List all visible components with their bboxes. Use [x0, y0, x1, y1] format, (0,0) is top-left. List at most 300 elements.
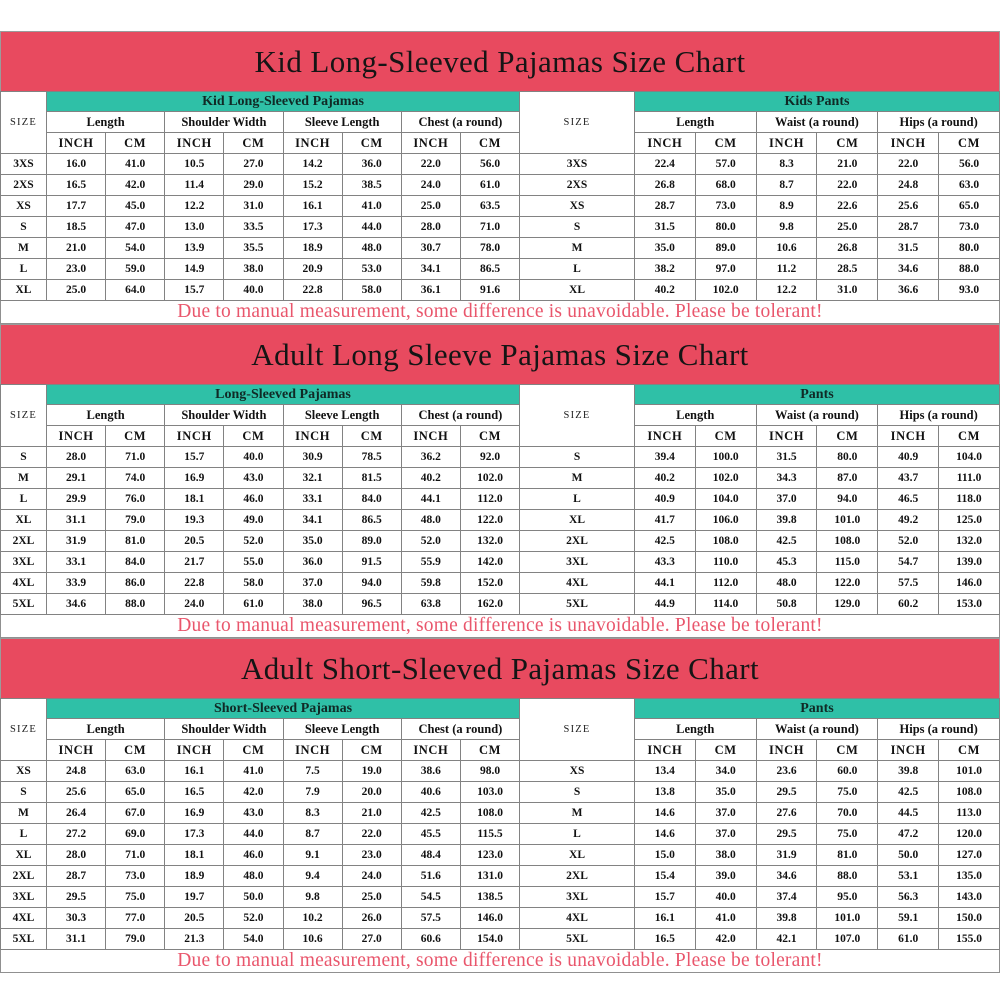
- pajamas-measurement-value: 38.0: [224, 259, 283, 280]
- pajamas-size-value: L: [1, 824, 47, 845]
- pajamas-measurement-value: 48.0: [342, 238, 401, 259]
- pants-measurement-value: 52.0: [878, 531, 939, 552]
- pants-table-banner: Pants: [634, 699, 999, 719]
- pants-measurement-value: 29.5: [756, 782, 817, 803]
- pants-measurement-value: 59.1: [878, 908, 939, 929]
- pajamas-measurement-value: 15.7: [165, 447, 224, 468]
- pants-measurement-value: 50.0: [878, 845, 939, 866]
- pants-measurement-value: 43.3: [634, 552, 695, 573]
- pajamas-size-value: S: [1, 782, 47, 803]
- unit-label-inch: INCH: [46, 133, 105, 154]
- pants-size-value: XS: [520, 761, 635, 782]
- pants-measurement-value: 88.0: [939, 259, 1000, 280]
- pants-measurement-value: 61.0: [878, 929, 939, 950]
- pajamas-size-value: M: [1, 468, 47, 489]
- pajamas-measurement-value: 65.0: [106, 782, 165, 803]
- pajamas-measurement-value: 50.0: [224, 887, 283, 908]
- pajamas-measurement-value: 19.0: [342, 761, 401, 782]
- table-row: [1, 238, 1000, 259]
- unit-label-cm: CM: [939, 740, 1000, 761]
- unit-label-inch: INCH: [46, 426, 105, 447]
- pants-measurement-value: 102.0: [695, 280, 756, 301]
- pants-measurement-value: 114.0: [695, 594, 756, 615]
- pajamas-measurement-value: 61.0: [224, 594, 283, 615]
- unit-label-cm: CM: [342, 133, 401, 154]
- table-row: [1, 259, 1000, 280]
- pajamas-table-banner: Short-Sleeved Pajamas: [46, 699, 519, 719]
- disclaimer-note: Due to manual measurement, some difference is unavoidable. Please be tolerant!: [0, 950, 1000, 973]
- pajamas-measurement-value: 36.0: [342, 154, 401, 175]
- pajamas-measurement-value: 17.3: [283, 217, 342, 238]
- pants-measurement-value: 115.0: [817, 552, 878, 573]
- pajamas-measurement-value: 31.9: [46, 531, 105, 552]
- pants-measurement-value: 100.0: [695, 447, 756, 468]
- pants-measurement-value: 56.3: [878, 887, 939, 908]
- pants-measurement-value: 42.5: [756, 531, 817, 552]
- table-row: [1, 761, 1000, 782]
- pants-measurement-value: 44.9: [634, 594, 695, 615]
- table-row: [1, 510, 1000, 531]
- pajamas-table-banner: Long-Sleeved Pajamas: [46, 385, 519, 405]
- pajamas-measurement-value: 45.0: [106, 196, 165, 217]
- pajamas-measurement-value: 92.0: [460, 447, 519, 468]
- pants-measurement-value: 22.4: [634, 154, 695, 175]
- pajamas-measurement-value: 40.2: [401, 468, 460, 489]
- unit-label-inch: INCH: [878, 133, 939, 154]
- pajamas-measurement-value: 52.0: [224, 908, 283, 929]
- pajamas-measurement-value: 64.0: [106, 280, 165, 301]
- pajamas-measurement-value: 15.7: [165, 280, 224, 301]
- pants-measurement-value: 89.0: [695, 238, 756, 259]
- pants-measurement-value: 48.0: [756, 573, 817, 594]
- pants-size-value: S: [520, 447, 635, 468]
- pajamas-measurement-value: 20.9: [283, 259, 342, 280]
- pajamas-measurement-value: 33.9: [46, 573, 105, 594]
- pants-size-value: XL: [520, 845, 635, 866]
- pajamas-measurement-value: 27.0: [342, 929, 401, 950]
- pants-size-value: 2XL: [520, 866, 635, 887]
- measurement-group-label: Waist (a round): [756, 405, 878, 426]
- pants-size-header: SIZE: [520, 92, 635, 154]
- pants-measurement-value: 50.8: [756, 594, 817, 615]
- section-title: Kid Long-Sleeved Pajamas Size Chart: [254, 43, 746, 79]
- pants-measurement-value: 31.5: [878, 238, 939, 259]
- pants-size-value: M: [520, 238, 635, 259]
- pajamas-measurement-value: 30.9: [283, 447, 342, 468]
- pajamas-measurement-value: 146.0: [460, 908, 519, 929]
- table-row: [1, 447, 1000, 468]
- pants-measurement-value: 108.0: [817, 531, 878, 552]
- pants-measurement-value: 38.0: [695, 845, 756, 866]
- pajamas-measurement-value: 91.6: [460, 280, 519, 301]
- pajamas-measurement-value: 67.0: [106, 803, 165, 824]
- unit-label-inch: INCH: [756, 740, 817, 761]
- pants-measurement-value: 112.0: [695, 573, 756, 594]
- pajamas-measurement-value: 30.3: [46, 908, 105, 929]
- pajamas-measurement-value: 55.0: [224, 552, 283, 573]
- unit-row: [1, 426, 1000, 447]
- pajamas-size-value: L: [1, 489, 47, 510]
- unit-label-inch: INCH: [283, 426, 342, 447]
- pajamas-measurement-value: 24.0: [342, 866, 401, 887]
- pajamas-measurement-value: 84.0: [342, 489, 401, 510]
- pajamas-measurement-value: 31.1: [46, 929, 105, 950]
- pajamas-measurement-value: 71.0: [106, 845, 165, 866]
- pajamas-measurement-value: 54.0: [224, 929, 283, 950]
- pajamas-measurement-value: 78.5: [342, 447, 401, 468]
- pajamas-measurement-value: 12.2: [165, 196, 224, 217]
- pants-measurement-value: 42.5: [634, 531, 695, 552]
- sections-container: [0, 31, 1000, 973]
- pants-measurement-value: 24.8: [878, 175, 939, 196]
- pants-measurement-value: 108.0: [695, 531, 756, 552]
- pajamas-measurement-value: 28.0: [46, 845, 105, 866]
- banner-row: [1, 699, 1000, 719]
- unit-label-cm: CM: [224, 133, 283, 154]
- pajamas-measurement-value: 43.0: [224, 468, 283, 489]
- pants-measurement-value: 110.0: [695, 552, 756, 573]
- pajamas-measurement-value: 21.0: [46, 238, 105, 259]
- pajamas-measurement-value: 54.5: [401, 887, 460, 908]
- pants-size-value: 3XL: [520, 552, 635, 573]
- unit-label-cm: CM: [224, 740, 283, 761]
- pants-measurement-value: 97.0: [695, 259, 756, 280]
- table-body: [1, 447, 1000, 615]
- pants-measurement-value: 87.0: [817, 468, 878, 489]
- unit-label-inch: INCH: [283, 133, 342, 154]
- pants-measurement-value: 120.0: [939, 824, 1000, 845]
- pants-measurement-value: 11.2: [756, 259, 817, 280]
- pants-measurement-value: 63.0: [939, 175, 1000, 196]
- pajamas-measurement-value: 26.4: [46, 803, 105, 824]
- table-row: [1, 803, 1000, 824]
- measurement-group-label: Chest (a round): [401, 112, 519, 133]
- pajamas-size-header: SIZE: [1, 92, 47, 154]
- size-table: [0, 698, 1000, 950]
- pajamas-measurement-value: 20.5: [165, 908, 224, 929]
- section-title-banner: [0, 324, 1000, 384]
- pajamas-measurement-value: 24.8: [46, 761, 105, 782]
- pajamas-measurement-value: 52.0: [224, 531, 283, 552]
- pajamas-measurement-value: 21.0: [342, 803, 401, 824]
- pajamas-measurement-value: 13.9: [165, 238, 224, 259]
- pants-size-value: 5XL: [520, 929, 635, 950]
- pants-measurement-value: 34.6: [878, 259, 939, 280]
- pants-measurement-value: 8.3: [756, 154, 817, 175]
- measurement-group-label: Sleeve Length: [283, 719, 401, 740]
- table-body: [1, 761, 1000, 950]
- pants-measurement-value: 31.5: [634, 217, 695, 238]
- pants-measurement-value: 60.0: [817, 761, 878, 782]
- pants-measurement-value: 88.0: [817, 866, 878, 887]
- pants-measurement-value: 16.5: [634, 929, 695, 950]
- pants-size-value: 2XL: [520, 531, 635, 552]
- measurement-group-label: Hips (a round): [878, 719, 1000, 740]
- pajamas-measurement-value: 22.0: [401, 154, 460, 175]
- pajamas-measurement-value: 29.0: [224, 175, 283, 196]
- unit-label-inch: INCH: [634, 426, 695, 447]
- pants-measurement-value: 21.0: [817, 154, 878, 175]
- pajamas-measurement-value: 96.5: [342, 594, 401, 615]
- pajamas-measurement-value: 79.0: [106, 929, 165, 950]
- pajamas-measurement-value: 41.0: [106, 154, 165, 175]
- pants-measurement-value: 25.0: [817, 217, 878, 238]
- pajamas-size-header: SIZE: [1, 385, 47, 447]
- pajamas-measurement-value: 40.0: [224, 447, 283, 468]
- pajamas-measurement-value: 53.0: [342, 259, 401, 280]
- pajamas-measurement-value: 38.5: [342, 175, 401, 196]
- pajamas-measurement-value: 16.5: [46, 175, 105, 196]
- pants-measurement-value: 47.2: [878, 824, 939, 845]
- pants-size-value: L: [520, 259, 635, 280]
- pajamas-size-value: 3XL: [1, 552, 47, 573]
- size-table: [0, 384, 1000, 615]
- pajamas-measurement-value: 76.0: [106, 489, 165, 510]
- banner-row: [1, 92, 1000, 112]
- unit-label-inch: INCH: [756, 426, 817, 447]
- pajamas-size-value: 2XL: [1, 866, 47, 887]
- pajamas-measurement-value: 18.5: [46, 217, 105, 238]
- pants-measurement-value: 39.8: [756, 510, 817, 531]
- pants-measurement-value: 41.0: [695, 908, 756, 929]
- pants-size-value: XL: [520, 510, 635, 531]
- pajamas-measurement-value: 61.0: [460, 175, 519, 196]
- measurement-group-row: [1, 405, 1000, 426]
- pajamas-measurement-value: 47.0: [106, 217, 165, 238]
- pajamas-measurement-value: 40.0: [224, 280, 283, 301]
- pants-size-header: SIZE: [520, 699, 635, 761]
- pajamas-measurement-value: 7.9: [283, 782, 342, 803]
- unit-label-cm: CM: [342, 740, 401, 761]
- measurement-group-label: Hips (a round): [878, 405, 1000, 426]
- table-row: [1, 531, 1000, 552]
- pajamas-measurement-value: 78.0: [460, 238, 519, 259]
- pajamas-measurement-value: 69.0: [106, 824, 165, 845]
- pants-measurement-value: 36.6: [878, 280, 939, 301]
- pants-measurement-value: 31.9: [756, 845, 817, 866]
- pajamas-measurement-value: 36.2: [401, 447, 460, 468]
- pants-measurement-value: 57.5: [878, 573, 939, 594]
- pants-measurement-value: 37.4: [756, 887, 817, 908]
- pajamas-measurement-value: 14.2: [283, 154, 342, 175]
- measurement-group-label: Length: [46, 719, 164, 740]
- pajamas-measurement-value: 24.0: [165, 594, 224, 615]
- pajamas-measurement-value: 79.0: [106, 510, 165, 531]
- pajamas-measurement-value: 49.0: [224, 510, 283, 531]
- pajamas-measurement-value: 16.9: [165, 803, 224, 824]
- pants-table-banner: Kids Pants: [634, 92, 999, 112]
- unit-label-cm: CM: [695, 426, 756, 447]
- pajamas-measurement-value: 11.4: [165, 175, 224, 196]
- pajamas-measurement-value: 17.3: [165, 824, 224, 845]
- measurement-group-label: Length: [634, 405, 756, 426]
- pants-measurement-value: 46.5: [878, 489, 939, 510]
- pants-measurement-value: 41.7: [634, 510, 695, 531]
- table-row: [1, 489, 1000, 510]
- pajamas-size-value: XL: [1, 845, 47, 866]
- pants-measurement-value: 44.5: [878, 803, 939, 824]
- pants-measurement-value: 34.0: [695, 761, 756, 782]
- pants-measurement-value: 15.7: [634, 887, 695, 908]
- pajamas-measurement-value: 59.8: [401, 573, 460, 594]
- pajamas-measurement-value: 15.2: [283, 175, 342, 196]
- unit-label-inch: INCH: [401, 740, 460, 761]
- unit-label-inch: INCH: [634, 740, 695, 761]
- table-head: [1, 699, 1000, 761]
- pants-measurement-value: 75.0: [817, 782, 878, 803]
- table-row: [1, 908, 1000, 929]
- pajamas-measurement-value: 36.1: [401, 280, 460, 301]
- chart-section: [0, 638, 1000, 973]
- pants-size-value: L: [520, 824, 635, 845]
- banner-row: [1, 385, 1000, 405]
- pajamas-measurement-value: 18.1: [165, 845, 224, 866]
- pajamas-measurement-value: 94.0: [342, 573, 401, 594]
- pajamas-measurement-value: 34.1: [401, 259, 460, 280]
- section-title-banner: [0, 638, 1000, 698]
- pajamas-measurement-value: 91.5: [342, 552, 401, 573]
- measurement-group-label: Length: [634, 112, 756, 133]
- pants-measurement-value: 113.0: [939, 803, 1000, 824]
- pajamas-measurement-value: 35.5: [224, 238, 283, 259]
- pants-measurement-value: 132.0: [939, 531, 1000, 552]
- table-row: [1, 217, 1000, 238]
- pajamas-measurement-value: 81.5: [342, 468, 401, 489]
- pajamas-measurement-value: 102.0: [460, 468, 519, 489]
- pajamas-measurement-value: 48.0: [401, 510, 460, 531]
- pajamas-measurement-value: 22.8: [165, 573, 224, 594]
- unit-label-cm: CM: [695, 740, 756, 761]
- pajamas-measurement-value: 86.5: [460, 259, 519, 280]
- pants-measurement-value: 104.0: [695, 489, 756, 510]
- pajamas-measurement-value: 89.0: [342, 531, 401, 552]
- pajamas-measurement-value: 10.6: [283, 929, 342, 950]
- pajamas-measurement-value: 16.9: [165, 468, 224, 489]
- unit-label-cm: CM: [106, 133, 165, 154]
- pajamas-measurement-value: 16.0: [46, 154, 105, 175]
- pants-measurement-value: 53.1: [878, 866, 939, 887]
- pajamas-measurement-value: 44.1: [401, 489, 460, 510]
- table-row: [1, 573, 1000, 594]
- pajamas-measurement-value: 10.5: [165, 154, 224, 175]
- section-title: Adult Long Sleeve Pajamas Size Chart: [251, 336, 749, 372]
- unit-row: [1, 133, 1000, 154]
- pants-measurement-value: 28.7: [878, 217, 939, 238]
- table-row: [1, 175, 1000, 196]
- pajamas-measurement-value: 23.0: [342, 845, 401, 866]
- pajamas-measurement-value: 46.0: [224, 845, 283, 866]
- pants-measurement-value: 40.2: [634, 468, 695, 489]
- pajamas-measurement-value: 8.7: [283, 824, 342, 845]
- pants-measurement-value: 15.4: [634, 866, 695, 887]
- pajamas-measurement-value: 45.5: [401, 824, 460, 845]
- pajamas-measurement-value: 26.0: [342, 908, 401, 929]
- pants-measurement-value: 73.0: [695, 196, 756, 217]
- pants-measurement-value: 129.0: [817, 594, 878, 615]
- pajamas-measurement-value: 38.6: [401, 761, 460, 782]
- pajamas-measurement-value: 84.0: [106, 552, 165, 573]
- pants-measurement-value: 80.0: [817, 447, 878, 468]
- unit-label-inch: INCH: [165, 740, 224, 761]
- pajamas-measurement-value: 29.9: [46, 489, 105, 510]
- pajamas-size-value: 2XS: [1, 175, 47, 196]
- pajamas-measurement-value: 42.5: [401, 803, 460, 824]
- pajamas-measurement-value: 81.0: [106, 531, 165, 552]
- pajamas-measurement-value: 30.7: [401, 238, 460, 259]
- size-table: [0, 91, 1000, 301]
- pajamas-measurement-value: 19.7: [165, 887, 224, 908]
- pants-measurement-value: 80.0: [695, 217, 756, 238]
- pants-size-value: XL: [520, 280, 635, 301]
- pants-size-value: 4XL: [520, 573, 635, 594]
- pants-size-value: 5XL: [520, 594, 635, 615]
- pants-measurement-value: 23.6: [756, 761, 817, 782]
- pants-size-value: 4XL: [520, 908, 635, 929]
- pajamas-measurement-value: 40.6: [401, 782, 460, 803]
- pajamas-measurement-value: 18.9: [283, 238, 342, 259]
- pants-measurement-value: 27.6: [756, 803, 817, 824]
- pants-measurement-value: 26.8: [634, 175, 695, 196]
- pants-measurement-value: 111.0: [939, 468, 1000, 489]
- pajamas-measurement-value: 23.0: [46, 259, 105, 280]
- section-title-banner: [0, 31, 1000, 91]
- pants-measurement-value: 14.6: [634, 803, 695, 824]
- unit-label-cm: CM: [695, 133, 756, 154]
- pajamas-size-value: S: [1, 447, 47, 468]
- pajamas-measurement-value: 98.0: [460, 761, 519, 782]
- pajamas-measurement-value: 29.1: [46, 468, 105, 489]
- pants-measurement-value: 28.7: [634, 196, 695, 217]
- pajamas-measurement-value: 7.5: [283, 761, 342, 782]
- pajamas-measurement-value: 122.0: [460, 510, 519, 531]
- pants-size-value: XS: [520, 196, 635, 217]
- pajamas-measurement-value: 48.0: [224, 866, 283, 887]
- disclaimer-note: Due to manual measurement, some difference is unavoidable. Please be tolerant!: [0, 301, 1000, 324]
- pants-size-header: SIZE: [520, 385, 635, 447]
- pajamas-size-value: 5XL: [1, 929, 47, 950]
- pants-measurement-value: 22.0: [878, 154, 939, 175]
- pajamas-measurement-value: 86.0: [106, 573, 165, 594]
- pants-measurement-value: 107.0: [817, 929, 878, 950]
- pants-measurement-value: 40.2: [634, 280, 695, 301]
- table-body: [1, 154, 1000, 301]
- pants-measurement-value: 25.6: [878, 196, 939, 217]
- unit-label-inch: INCH: [46, 740, 105, 761]
- pants-measurement-value: 26.8: [817, 238, 878, 259]
- pajamas-size-value: S: [1, 217, 47, 238]
- pants-measurement-value: 29.5: [756, 824, 817, 845]
- pajamas-size-value: M: [1, 238, 47, 259]
- pants-measurement-value: 93.0: [939, 280, 1000, 301]
- pajamas-measurement-value: 108.0: [460, 803, 519, 824]
- pants-measurement-value: 39.0: [695, 866, 756, 887]
- pajamas-size-value: XL: [1, 280, 47, 301]
- unit-label-cm: CM: [939, 133, 1000, 154]
- unit-label-inch: INCH: [165, 426, 224, 447]
- pants-measurement-value: 8.9: [756, 196, 817, 217]
- pants-measurement-value: 73.0: [939, 217, 1000, 238]
- pajamas-measurement-value: 41.0: [224, 761, 283, 782]
- pajamas-measurement-value: 142.0: [460, 552, 519, 573]
- unit-label-cm: CM: [460, 426, 519, 447]
- pajamas-size-value: 4XL: [1, 908, 47, 929]
- unit-label-inch: INCH: [878, 426, 939, 447]
- pants-measurement-value: 12.2: [756, 280, 817, 301]
- pajamas-measurement-value: 71.0: [460, 217, 519, 238]
- pants-measurement-value: 49.2: [878, 510, 939, 531]
- pajamas-measurement-value: 10.2: [283, 908, 342, 929]
- measurement-group-label: Length: [46, 112, 164, 133]
